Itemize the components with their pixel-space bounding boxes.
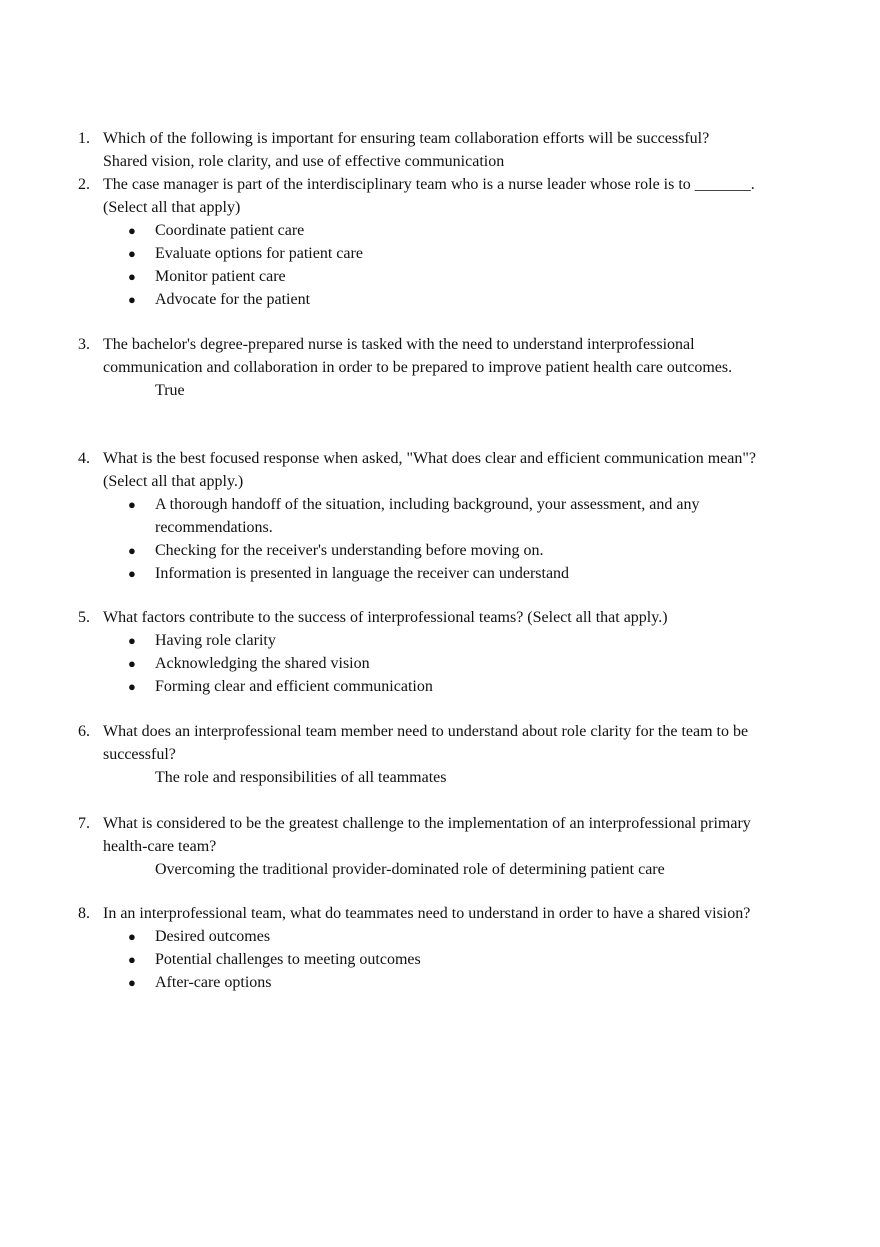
question-number: 7. [78, 815, 90, 832]
bullet-icon: ● [128, 543, 136, 558]
bullet-icon: ● [128, 292, 136, 307]
list-item: ● Monitor patient care [128, 265, 778, 288]
question-6 [78, 720, 778, 789]
bullet-icon: ● [128, 566, 136, 581]
question-7 [78, 812, 778, 881]
bullet-icon: ● [128, 246, 136, 261]
answer-text: Overcoming the traditional provider-dominated role of determining patient care [155, 861, 665, 878]
list-item: ● After-care options [128, 971, 778, 994]
list-item: ● Coordinate patient care [128, 219, 778, 242]
question-text: What factors contribute to the success of interprofessional teams? (Select all that apply.) [103, 609, 668, 626]
answer-list [78, 925, 778, 994]
question-text: What is considered to be the greatest challenge to the implementation of an interprofessional primary health-care team? [103, 815, 751, 855]
question-number: 4. [78, 450, 90, 467]
list-item: ● A thorough handoff of the situation, including background, your assessment, and any recommendations. [128, 493, 778, 539]
bullet-icon: ● [128, 497, 136, 512]
question-5 [78, 606, 778, 698]
question-number: 2. [78, 176, 90, 193]
bullet-icon: ● [128, 633, 136, 648]
question-number: 1. [78, 130, 90, 147]
question-text: What does an interprofessional team member need to understand about role clarity for the team to be successful? [103, 723, 749, 763]
question-text: The case manager is part of the interdisciplinary team who is a nurse leader whose role is to _______. (Select all that apply) [103, 176, 755, 216]
question-8 [78, 902, 778, 994]
bullet-icon: ● [128, 269, 136, 284]
question-text: The bachelor's degree-prepared nurse is tasked with the need to understand interprofessional communication and collaboration in order to be prepared to improve patient health care outcomes. [103, 336, 733, 376]
question-number: 5. [78, 609, 90, 626]
list-item: ● Evaluate options for patient care [128, 242, 778, 265]
list-item: ● Forming clear and efficient communication [128, 675, 778, 698]
question-text: Which of the following is important for ensuring team collaboration efforts will be successful? [103, 130, 710, 147]
answer-text: Shared vision, role clarity, and use of effective communication [103, 153, 505, 170]
question-3 [78, 333, 778, 402]
question-4 [78, 447, 778, 585]
list-item: ● Potential challenges to meeting outcomes [128, 948, 778, 971]
answer-list [78, 219, 778, 311]
question-number: 3. [78, 336, 90, 353]
bullet-icon: ● [128, 975, 136, 990]
bullet-icon: ● [128, 679, 136, 694]
bullet-icon: ● [128, 223, 136, 238]
bullet-icon: ● [128, 656, 136, 671]
question-1 [78, 127, 778, 173]
question-text: What is the best focused response when asked, "What does clear and efficient communication mean"? (Select all that apply.) [103, 450, 756, 490]
list-item: ● Desired outcomes [128, 925, 778, 948]
list-item: ● Having role clarity [128, 629, 778, 652]
question-number: 8. [78, 905, 90, 922]
question-2 [78, 173, 778, 311]
answer-text: The role and responsibilities of all teammates [155, 769, 447, 786]
question-number: 6. [78, 723, 90, 740]
question-text: In an interprofessional team, what do teammates need to understand in order to have a shared vision? [103, 905, 751, 922]
list-item: ● Acknowledging the shared vision [128, 652, 778, 675]
list-item: ● Checking for the receiver's understanding before moving on. [128, 539, 778, 562]
list-item: ● Information is presented in language the receiver can understand [128, 562, 778, 585]
answer-list [78, 493, 778, 585]
answer-list [78, 629, 778, 698]
answer-text: True [155, 382, 185, 399]
bullet-icon: ● [128, 929, 136, 944]
list-item: ● Advocate for the patient [128, 288, 778, 311]
bullet-icon: ● [128, 952, 136, 967]
